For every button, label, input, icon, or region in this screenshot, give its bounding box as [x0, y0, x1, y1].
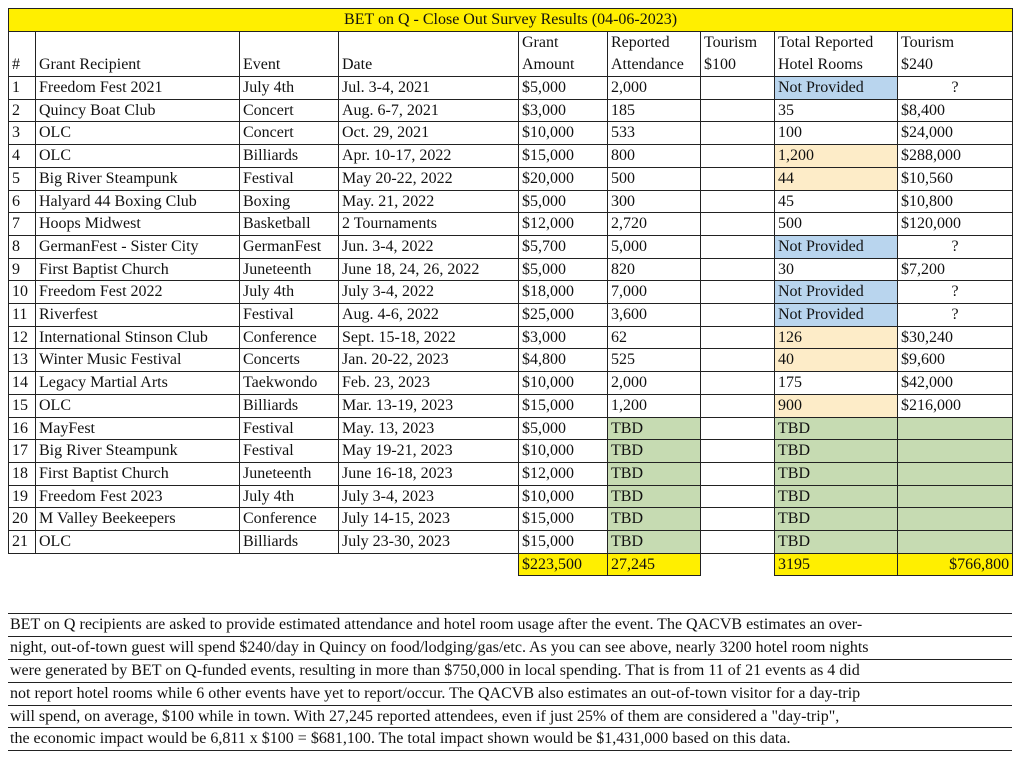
- reported-attendance-cell: TBD: [608, 440, 701, 463]
- reported-attendance-cell: 2,000: [608, 372, 701, 395]
- row-number-cell: 10: [9, 281, 36, 304]
- empty-total-cell: [240, 553, 339, 576]
- event-type-cell: Billiards: [240, 145, 339, 168]
- header-date: Date: [339, 54, 519, 77]
- grant-recipient-cell: OLC: [36, 145, 240, 168]
- event-date-cell: Aug. 6-7, 2021: [339, 99, 519, 122]
- event-type-cell: Concerts: [240, 349, 339, 372]
- table-row: [9, 462, 1013, 485]
- hotel-rooms-cell: 40: [775, 349, 898, 372]
- row-number-cell: 15: [9, 394, 36, 417]
- row-number-cell: 16: [9, 417, 36, 440]
- event-date-cell: Mar. 13-19, 2023: [339, 394, 519, 417]
- event-date-cell: June 16-18, 2023: [339, 462, 519, 485]
- tourism-240-cell: $10,560: [898, 167, 1013, 190]
- grant-recipient-cell: Big River Steampunk: [36, 440, 240, 463]
- row-number-cell: 18: [9, 462, 36, 485]
- reported-attendance-cell: TBD: [608, 485, 701, 508]
- reported-attendance-cell: 533: [608, 122, 701, 145]
- grant-recipient-cell: OLC: [36, 394, 240, 417]
- tourism-100-cell: [701, 190, 775, 213]
- grant-amount-cell: $18,000: [519, 281, 608, 304]
- reported-attendance-cell: TBD: [608, 417, 701, 440]
- event-date-cell: Aug. 4-6, 2022: [339, 304, 519, 327]
- tourism-100-cell: [701, 235, 775, 258]
- hotel-rooms-cell: 1,200: [775, 145, 898, 168]
- header-hotel: Hotel Rooms: [775, 54, 898, 77]
- hotel-rooms-cell: Not Provided: [775, 77, 898, 100]
- table-row: [9, 304, 1013, 327]
- reported-attendance-cell: 820: [608, 258, 701, 281]
- row-number-cell: 1: [9, 77, 36, 100]
- tourism-100-cell: [701, 349, 775, 372]
- table-row: [9, 440, 1013, 463]
- reported-attendance-cell: 5,000: [608, 235, 701, 258]
- grant-recipient-cell: Hoops Midwest: [36, 213, 240, 236]
- row-number-cell: 21: [9, 531, 36, 554]
- totals-row: [9, 553, 1013, 576]
- header-tourism240: $240: [898, 54, 1013, 77]
- row-number-cell: 14: [9, 372, 36, 395]
- grant-recipient-cell: MayFest: [36, 417, 240, 440]
- event-type-cell: Juneteenth: [240, 462, 339, 485]
- grant-amount-cell: $15,000: [519, 394, 608, 417]
- tourism-240-cell: [898, 508, 1013, 531]
- grant-amount-cell: $10,000: [519, 485, 608, 508]
- reported-attendance-cell: 3,600: [608, 304, 701, 327]
- table-row: [9, 145, 1013, 168]
- event-date-cell: Sept. 15-18, 2022: [339, 326, 519, 349]
- event-date-cell: July 3-4, 2023: [339, 485, 519, 508]
- header-hotel-top: Total Reported: [775, 32, 898, 55]
- grant-amount-cell: $12,000: [519, 462, 608, 485]
- event-date-cell: 2 Tournaments: [339, 213, 519, 236]
- tourism-240-cell: $10,800: [898, 190, 1013, 213]
- event-type-cell: Concert: [240, 122, 339, 145]
- event-date-cell: July 14-15, 2023: [339, 508, 519, 531]
- survey-table: [8, 8, 1013, 576]
- tourism-100-cell: [701, 145, 775, 168]
- row-number-cell: 5: [9, 167, 36, 190]
- header-attendance: Attendance: [608, 54, 701, 77]
- event-type-cell: Boxing: [240, 190, 339, 213]
- empty-total-cell: [339, 553, 519, 576]
- event-date-cell: Jun. 3-4, 2022: [339, 235, 519, 258]
- table-row: [9, 485, 1013, 508]
- table-row: [9, 258, 1013, 281]
- table-row: [9, 508, 1013, 531]
- grant-recipient-cell: Freedom Fest 2021: [36, 77, 240, 100]
- summary-line: not report hotel rooms while 6 other events have yet to report/occur. The QACVB also estimates an out-of-town visitor for a day-trip: [8, 683, 1012, 706]
- grant-amount-cell: $3,000: [519, 99, 608, 122]
- grant-recipient-cell: OLC: [36, 122, 240, 145]
- event-type-cell: Concert: [240, 99, 339, 122]
- row-number-cell: 20: [9, 508, 36, 531]
- row-number-cell: 4: [9, 145, 36, 168]
- grant-recipient-cell: M Valley Beekeepers: [36, 508, 240, 531]
- reported-attendance-cell: 1,200: [608, 394, 701, 417]
- header-tourism100-top: Tourism: [701, 32, 775, 55]
- hotel-rooms-cell: Not Provided: [775, 304, 898, 327]
- tourism-240-cell: $7,200: [898, 258, 1013, 281]
- table-row: [9, 235, 1013, 258]
- hotel-rooms-cell: 45: [775, 190, 898, 213]
- summary-line: BET on Q recipients are asked to provide estimated attendance and hotel room usage after the event. The QACVB estimates an over-: [8, 613, 1012, 637]
- tourism-240-cell: $24,000: [898, 122, 1013, 145]
- grant-amount-cell: $12,000: [519, 213, 608, 236]
- grant-amount-cell: $15,000: [519, 145, 608, 168]
- hotel-rooms-cell: Not Provided: [775, 235, 898, 258]
- grant-amount-cell: $3,000: [519, 326, 608, 349]
- event-date-cell: May 20-22, 2022: [339, 167, 519, 190]
- reported-attendance-cell: 525: [608, 349, 701, 372]
- tourism-240-cell: ?: [898, 235, 1013, 258]
- hotel-rooms-cell: TBD: [775, 417, 898, 440]
- header-row-1: [9, 32, 1013, 55]
- grant-recipient-cell: Freedom Fest 2022: [36, 281, 240, 304]
- table-row: [9, 213, 1013, 236]
- hotel-rooms-cell: TBD: [775, 440, 898, 463]
- total-tourism240-cell: $766,800: [898, 553, 1013, 576]
- row-number-cell: 3: [9, 122, 36, 145]
- event-type-cell: Conference: [240, 326, 339, 349]
- summary-line: were generated by BET on Q-funded events, resulting in more than $750,000 in local spending. That is from 11 of 21 events as 4 did: [8, 660, 1012, 683]
- event-type-cell: Basketball: [240, 213, 339, 236]
- event-type-cell: Festival: [240, 304, 339, 327]
- table-row: [9, 99, 1013, 122]
- grant-amount-cell: $10,000: [519, 440, 608, 463]
- tourism-100-cell: [701, 508, 775, 531]
- header-grant-top: Grant: [519, 32, 608, 55]
- summary-paragraph: [8, 613, 1012, 751]
- tourism-100-cell: [701, 326, 775, 349]
- grant-recipient-cell: Freedom Fest 2023: [36, 485, 240, 508]
- table-row: [9, 372, 1013, 395]
- hotel-rooms-cell: 100: [775, 122, 898, 145]
- event-date-cell: May. 21, 2022: [339, 190, 519, 213]
- row-number-cell: 8: [9, 235, 36, 258]
- event-date-cell: Apr. 10-17, 2022: [339, 145, 519, 168]
- grant-amount-cell: $10,000: [519, 122, 608, 145]
- row-number-cell: 17: [9, 440, 36, 463]
- tourism-240-cell: ?: [898, 304, 1013, 327]
- grant-recipient-cell: First Baptist Church: [36, 462, 240, 485]
- grant-amount-cell: $5,000: [519, 77, 608, 100]
- event-date-cell: May 19-21, 2023: [339, 440, 519, 463]
- hotel-rooms-cell: TBD: [775, 531, 898, 554]
- total-hotel-cell: 3195: [775, 553, 898, 576]
- header-recipient: Grant Recipient: [36, 54, 240, 77]
- event-type-cell: Juneteenth: [240, 258, 339, 281]
- tourism-100-cell: [701, 77, 775, 100]
- event-type-cell: Billiards: [240, 394, 339, 417]
- reported-attendance-cell: 185: [608, 99, 701, 122]
- tourism-100-cell: [701, 485, 775, 508]
- tourism-240-cell: $42,000: [898, 372, 1013, 395]
- tourism-240-cell: ?: [898, 281, 1013, 304]
- row-number-cell: 2: [9, 99, 36, 122]
- header-grant: Amount: [519, 54, 608, 77]
- grant-amount-cell: $5,000: [519, 258, 608, 281]
- grant-recipient-cell: OLC: [36, 531, 240, 554]
- title-row: [9, 9, 1013, 32]
- reported-attendance-cell: 800: [608, 145, 701, 168]
- tourism-240-cell: [898, 440, 1013, 463]
- grant-amount-cell: $5,000: [519, 190, 608, 213]
- event-type-cell: July 4th: [240, 281, 339, 304]
- event-date-cell: Oct. 29, 2021: [339, 122, 519, 145]
- hotel-rooms-cell: 30: [775, 258, 898, 281]
- tourism-100-cell: [701, 394, 775, 417]
- hotel-rooms-cell: TBD: [775, 462, 898, 485]
- reported-attendance-cell: 2,000: [608, 77, 701, 100]
- row-number-cell: 7: [9, 213, 36, 236]
- tourism-240-cell: ?: [898, 77, 1013, 100]
- table-row: [9, 77, 1013, 100]
- tourism-100-cell: [701, 281, 775, 304]
- tourism-100-cell: [701, 122, 775, 145]
- table-row: [9, 531, 1013, 554]
- grant-amount-cell: $5,000: [519, 417, 608, 440]
- table-row: [9, 167, 1013, 190]
- row-number-cell: 19: [9, 485, 36, 508]
- hotel-rooms-cell: Not Provided: [775, 281, 898, 304]
- grant-recipient-cell: Big River Steampunk: [36, 167, 240, 190]
- tourism-100-cell: [701, 531, 775, 554]
- event-date-cell: Jan. 20-22, 2023: [339, 349, 519, 372]
- hotel-rooms-cell: 44: [775, 167, 898, 190]
- event-type-cell: GermanFest: [240, 235, 339, 258]
- tourism-240-cell: [898, 417, 1013, 440]
- table-row: [9, 394, 1013, 417]
- table-row: [9, 122, 1013, 145]
- tourism-240-cell: [898, 531, 1013, 554]
- reported-attendance-cell: 62: [608, 326, 701, 349]
- table-row: [9, 349, 1013, 372]
- tourism-100-cell: [701, 440, 775, 463]
- event-type-cell: Taekwondo: [240, 372, 339, 395]
- row-number-cell: 11: [9, 304, 36, 327]
- grant-recipient-cell: First Baptist Church: [36, 258, 240, 281]
- reported-attendance-cell: 500: [608, 167, 701, 190]
- event-type-cell: Festival: [240, 167, 339, 190]
- table-row: [9, 417, 1013, 440]
- tourism-240-cell: $120,000: [898, 213, 1013, 236]
- header-num: #: [9, 54, 36, 77]
- event-type-cell: Festival: [240, 417, 339, 440]
- row-number-cell: 9: [9, 258, 36, 281]
- event-date-cell: Feb. 23, 2023: [339, 372, 519, 395]
- table-row: [9, 281, 1013, 304]
- hotel-rooms-cell: 126: [775, 326, 898, 349]
- tourism-240-cell: $8,400: [898, 99, 1013, 122]
- summary-line: the economic impact would be 6,811 x $100 = $681,100. The total impact shown would be $1,431,000 based on this data.: [8, 728, 1012, 751]
- hotel-rooms-cell: TBD: [775, 485, 898, 508]
- grant-recipient-cell: Halyard 44 Boxing Club: [36, 190, 240, 213]
- header-tourism240-top: Tourism: [898, 32, 1013, 55]
- empty-total-cell: [701, 553, 775, 576]
- hotel-rooms-cell: 35: [775, 99, 898, 122]
- grant-amount-cell: $20,000: [519, 167, 608, 190]
- tourism-100-cell: [701, 258, 775, 281]
- tourism-240-cell: $216,000: [898, 394, 1013, 417]
- reported-attendance-cell: 2,720: [608, 213, 701, 236]
- grant-recipient-cell: Legacy Martial Arts: [36, 372, 240, 395]
- header-event-top: [240, 32, 339, 55]
- hotel-rooms-cell: 500: [775, 213, 898, 236]
- event-date-cell: June 18, 24, 26, 2022: [339, 258, 519, 281]
- total-attendance-cell: 27,245: [608, 553, 701, 576]
- total-grant-cell: $223,500: [519, 553, 608, 576]
- grant-amount-cell: $15,000: [519, 508, 608, 531]
- tourism-100-cell: [701, 304, 775, 327]
- event-type-cell: July 4th: [240, 485, 339, 508]
- grant-recipient-cell: Winter Music Festival: [36, 349, 240, 372]
- tourism-240-cell: [898, 485, 1013, 508]
- header-attendance-top: Reported: [608, 32, 701, 55]
- event-date-cell: Jul. 3-4, 2021: [339, 77, 519, 100]
- reported-attendance-cell: 300: [608, 190, 701, 213]
- hotel-rooms-cell: TBD: [775, 508, 898, 531]
- summary-line: will spend, on average, $100 while in town. With 27,245 reported attendees, even if just 25% of them are considered a "day-trip",: [8, 706, 1012, 729]
- header-recipient-top: [36, 32, 240, 55]
- reported-attendance-cell: 7,000: [608, 281, 701, 304]
- reported-attendance-cell: TBD: [608, 462, 701, 485]
- hotel-rooms-cell: 900: [775, 394, 898, 417]
- header-num-top: [9, 32, 36, 55]
- summary-line: night, out-of-town guest will spend $240/day in Quincy on food/lodging/gas/etc. As you can see above, nearly 3200 hotel room nights: [8, 637, 1012, 660]
- tourism-100-cell: [701, 372, 775, 395]
- reported-attendance-cell: TBD: [608, 531, 701, 554]
- survey-sheet: [8, 8, 1012, 576]
- tourism-100-cell: [701, 462, 775, 485]
- tourism-100-cell: [701, 213, 775, 236]
- header-tourism100: $100: [701, 54, 775, 77]
- grant-amount-cell: $15,000: [519, 531, 608, 554]
- grant-recipient-cell: Quincy Boat Club: [36, 99, 240, 122]
- event-type-cell: Festival: [240, 440, 339, 463]
- event-type-cell: Conference: [240, 508, 339, 531]
- tourism-240-cell: $9,600: [898, 349, 1013, 372]
- event-type-cell: July 4th: [240, 77, 339, 100]
- empty-total-cell: [9, 553, 36, 576]
- grant-amount-cell: $25,000: [519, 304, 608, 327]
- row-number-cell: 13: [9, 349, 36, 372]
- row-number-cell: 6: [9, 190, 36, 213]
- tourism-240-cell: [898, 462, 1013, 485]
- row-number-cell: 12: [9, 326, 36, 349]
- header-row-2: [9, 54, 1013, 77]
- table-row: [9, 326, 1013, 349]
- header-date-top: [339, 32, 519, 55]
- grant-recipient-cell: GermanFest - Sister City: [36, 235, 240, 258]
- table-row: [9, 190, 1013, 213]
- header-event: Event: [240, 54, 339, 77]
- event-date-cell: May. 13, 2023: [339, 417, 519, 440]
- tourism-100-cell: [701, 417, 775, 440]
- grant-recipient-cell: International Stinson Club: [36, 326, 240, 349]
- tourism-100-cell: [701, 99, 775, 122]
- table-title: BET on Q - Close Out Survey Results (04-06-2023): [9, 9, 1013, 32]
- tourism-240-cell: $30,240: [898, 326, 1013, 349]
- event-date-cell: July 3-4, 2022: [339, 281, 519, 304]
- event-type-cell: Billiards: [240, 531, 339, 554]
- grant-amount-cell: $10,000: [519, 372, 608, 395]
- grant-recipient-cell: Riverfest: [36, 304, 240, 327]
- tourism-100-cell: [701, 167, 775, 190]
- grant-amount-cell: $5,700: [519, 235, 608, 258]
- tourism-240-cell: $288,000: [898, 145, 1013, 168]
- hotel-rooms-cell: 175: [775, 372, 898, 395]
- grant-amount-cell: $4,800: [519, 349, 608, 372]
- reported-attendance-cell: TBD: [608, 508, 701, 531]
- event-date-cell: July 23-30, 2023: [339, 531, 519, 554]
- empty-total-cell: [36, 553, 240, 576]
